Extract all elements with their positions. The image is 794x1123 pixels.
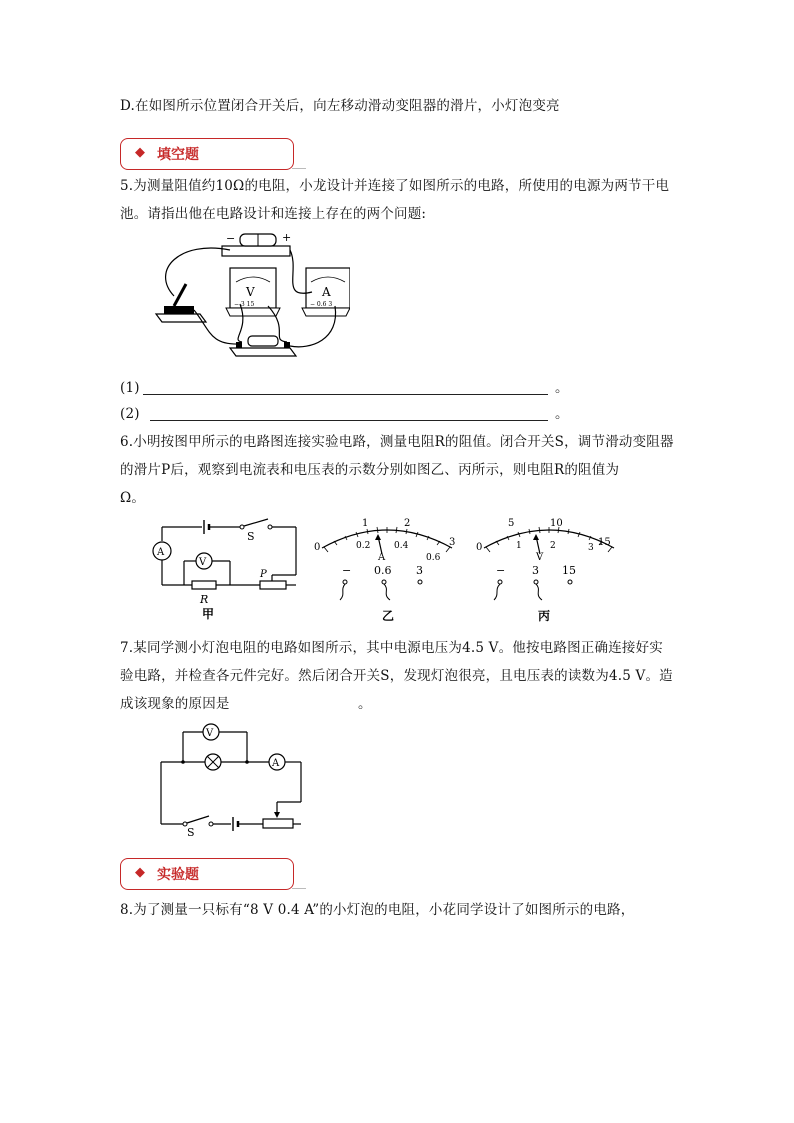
terminal-label-0: − (496, 564, 506, 577)
scale-top-0: 0 (314, 542, 321, 553)
scale-bottom-1: 0.4 (394, 541, 409, 551)
terminal-label-2: 15 (562, 564, 576, 577)
voltmeter-label: V (199, 557, 207, 568)
switch-icon (244, 519, 268, 526)
figure-caption-yi: 乙 (382, 609, 395, 623)
rheostat-icon (260, 581, 286, 589)
q4-option-d: D.在如图所示位置闭合开关后，向左移动滑动变阻器的滑片，小灯泡变亮 (120, 98, 560, 114)
scale-bottom-0: 0.2 (356, 541, 371, 551)
section-header-experiment (120, 858, 294, 890)
diamond-icon: ◆ (135, 865, 145, 880)
q8-text-line1: 8.为了测量一只标有“8 V 0.4 A”的小灯泡的电阻，小花同学设计了如图所示的电路， (120, 902, 635, 918)
section-header-fill-blank (120, 138, 294, 170)
ammeter-label: A (322, 285, 331, 299)
scale-bottom-1: 2 (550, 541, 556, 551)
q7-text-line3: 成该现象的原因是 (120, 696, 230, 712)
section-divider (292, 888, 306, 889)
scale-top-1: 1 (362, 518, 369, 529)
q6-text-line3: Ω。 (120, 490, 146, 506)
scale-bottom-0: 1 (516, 541, 522, 551)
q5-answer2-blank[interactable] (150, 420, 548, 421)
q6-text-line1: 6.小明按图甲所示的电路图连接实验电路，测量电阻R的阻值。闭合开关S，调节滑动变阻器 (120, 434, 674, 450)
section-label: 实验题 (157, 867, 199, 883)
battery-minus-label: − (226, 232, 236, 245)
dial-unit: A (378, 552, 386, 563)
battery-board (222, 246, 290, 256)
q5-answer1-label: (1) (120, 380, 140, 396)
switch-label: S (187, 826, 195, 838)
q6-voltmeter-dial-bing (474, 510, 624, 625)
figure-caption-jia: 甲 (202, 607, 215, 621)
resistor-icon (248, 336, 278, 346)
section-divider (292, 168, 306, 169)
section-label: 填空题 (157, 147, 199, 163)
scale-top-2: 2 (404, 518, 411, 529)
resistor-label: R (200, 593, 209, 606)
q6-text-line2: 的滑片P后，观察到电流表和电压表的示数分别如图乙、丙所示，则电阻R的阻值为 (120, 462, 620, 478)
q5-answer1-end: 。 (555, 380, 569, 396)
voltmeter-label: V (206, 728, 214, 739)
ammeter-label: A (272, 758, 280, 769)
q6-ammeter-dial-yi (312, 510, 462, 625)
slider-label: P (260, 569, 267, 580)
q5-answer2-end: 。 (555, 406, 569, 422)
q5-answer2-label: (2) (120, 406, 140, 422)
ammeter-terminals: − 0.6 3 (310, 301, 333, 308)
ammeter-label: A (157, 547, 165, 558)
switch-icon (187, 816, 209, 823)
q5-answer1-blank[interactable] (143, 394, 548, 395)
rheostat-icon (263, 819, 293, 828)
resistor-icon (192, 581, 216, 589)
dial-unit: V (536, 552, 544, 563)
scale-top-3: 3 (449, 537, 456, 548)
battery-plus-label: + (282, 231, 292, 244)
switch-lever-icon (174, 284, 186, 306)
scale-bottom-2: 3 (588, 543, 594, 553)
scale-bottom-2: 0.6 (426, 553, 441, 563)
scale-top-2: 10 (550, 518, 563, 529)
voltmeter-terminals: − 3 15 (234, 301, 255, 308)
terminal-label-0: − (342, 564, 352, 577)
scale-top-1: 5 (508, 518, 515, 529)
q5-text-line2: 池。请指出他在电路设计和连接上存在的两个问题: (120, 206, 427, 222)
resistor-board (230, 348, 296, 356)
figure-caption-bing: 丙 (538, 609, 551, 623)
q5-circuit-figure (150, 230, 350, 370)
scale-top-0: 0 (476, 542, 483, 553)
q6-circuit-jia (150, 515, 310, 625)
scale-top-3: 15 (598, 537, 611, 548)
switch-label: S (247, 530, 255, 543)
q5-text-line1: 5.为测量阻值约10Ω的电阻，小龙设计并连接了如图所示的电路，所使用的电源为两节干电 (120, 178, 670, 194)
q7-text-line2: 验电路，并检查各元件完好。然后闭合开关S，发现灯泡很亮，且电压表的读数为4.5 V。造 (120, 668, 673, 684)
q7-end-mark: 。 (358, 696, 372, 712)
q7-circuit-figure (155, 718, 315, 838)
diamond-icon: ◆ (135, 145, 145, 160)
voltmeter-label: V (246, 285, 255, 299)
q7-text-line1: 7.某同学测小灯泡电阻的电路如图所示，其中电源电压为4.5 V。他按电路图正确连接好实 (120, 640, 663, 656)
terminal-label-1: 3 (532, 564, 539, 577)
terminal-label-1: 0.6 (374, 564, 392, 577)
terminal-label-2: 3 (416, 564, 423, 577)
